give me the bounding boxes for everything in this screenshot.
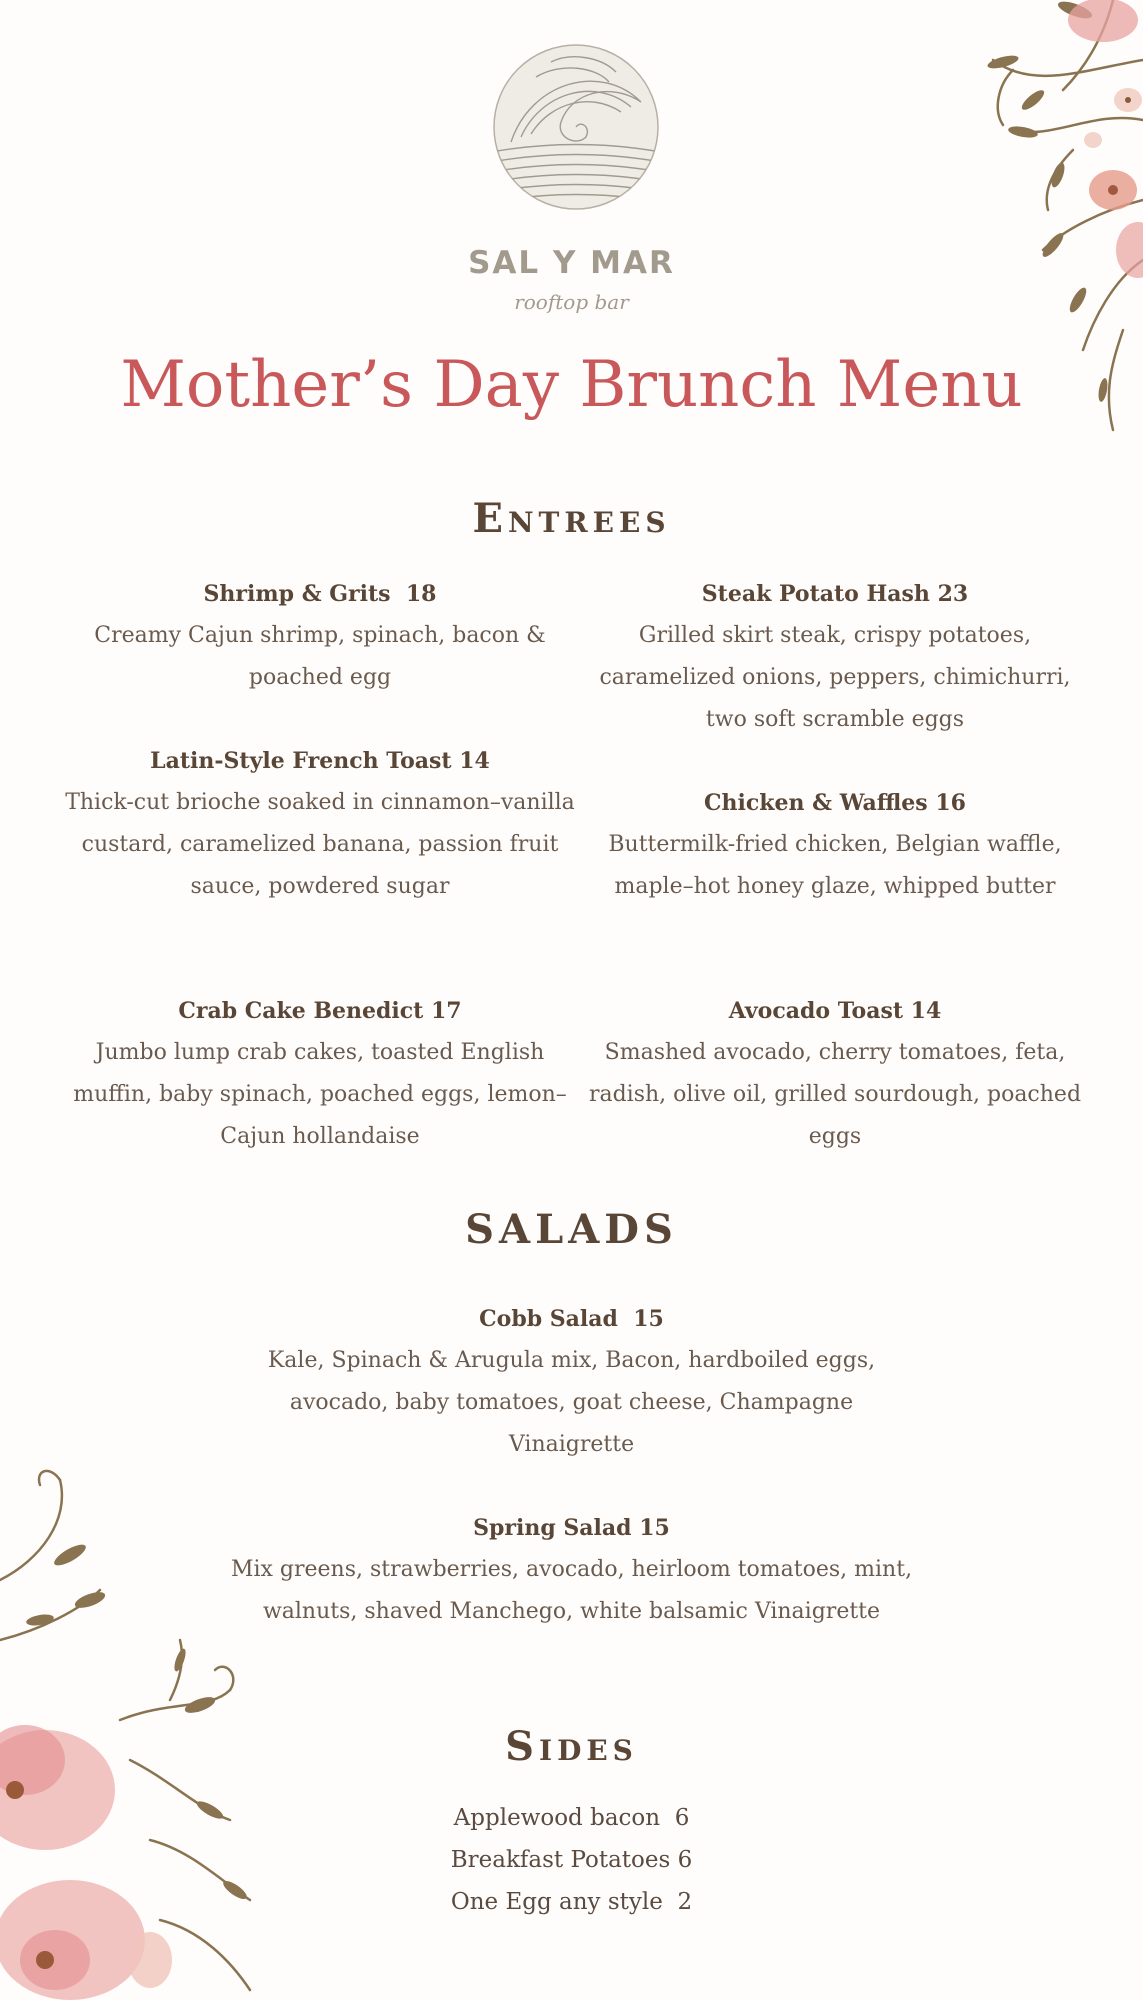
- item-description: Grilled skirt steak, crispy potatoes, caramelized onions, peppers, chimichurri, two soft scramble eggs: [599, 623, 1071, 732]
- brand-tagline: rooftop bar: [514, 290, 629, 314]
- item-name: Cobb Salad 15: [479, 1306, 664, 1332]
- item-name: Shrimp & Grits 18: [203, 581, 437, 607]
- sides-heading: [0, 1722, 1143, 1772]
- item-description: Thick-cut brioche soaked in cinnamon–vanilla custard, caramelized banana, passion fruit sauce, powdered sugar: [65, 790, 575, 899]
- item-name: Spring Salad 15: [473, 1515, 670, 1541]
- menu-item: [60, 573, 580, 699]
- item-description: Kale, Spinach & Arugula mix, Bacon, hardboiled eggs, avocado, baby tomatoes, goat cheese, Champagne Vinaigrette: [267, 1348, 876, 1457]
- menu-item: [60, 990, 580, 1158]
- menu-item: [585, 573, 1085, 741]
- menu-item: [230, 1507, 913, 1633]
- entrees-heading: [0, 494, 1143, 544]
- wave-emblem-icon: [491, 42, 661, 212]
- salads-heading: SALADS: [465, 1206, 678, 1253]
- menu-item: [585, 990, 1085, 1158]
- item-description: Jumbo lump crab cakes, toasted English muffin, baby spinach, poached eggs, lemon–Cajun hollandaise: [73, 1040, 567, 1149]
- item-description: Buttermilk-fried chicken, Belgian waffle, maple–hot honey glaze, whipped butter: [608, 832, 1062, 899]
- item-description: Mix greens, strawberries, avocado, heirloom tomatoes, mint, walnuts, shaved Manchego, white balsamic Vinaigrette: [230, 1557, 913, 1624]
- side-item: One Egg any style 2: [450, 1889, 693, 1915]
- item-name: Latin-Style French Toast 14: [150, 748, 490, 774]
- sides-heading-text: Sides: [505, 1723, 638, 1770]
- side-item: Applewood bacon 6: [453, 1805, 690, 1831]
- item-name: Steak Potato Hash 23: [701, 581, 969, 607]
- brand-name: SAL Y MAR: [468, 245, 675, 281]
- menu-item: [230, 1298, 913, 1466]
- entrees-heading-text: Entrees: [472, 495, 671, 542]
- item-description: Smashed avocado, cherry tomatoes, feta, radish, olive oil, grilled sourdough, poached eggs: [588, 1040, 1082, 1149]
- item-description: Creamy Cajun shrimp, spinach, bacon & poached egg: [94, 623, 546, 690]
- side-item: Breakfast Potatoes 6: [450, 1847, 693, 1873]
- sides-list: [0, 1797, 1143, 1923]
- item-name: Chicken & Waffles 16: [704, 790, 966, 816]
- menu-title: Mother’s Day Brunch Menu: [120, 348, 1023, 422]
- menu-item: [585, 782, 1085, 908]
- menu-item: [60, 740, 580, 908]
- item-name: Avocado Toast 14: [728, 998, 942, 1024]
- item-name: Crab Cake Benedict 17: [178, 998, 462, 1024]
